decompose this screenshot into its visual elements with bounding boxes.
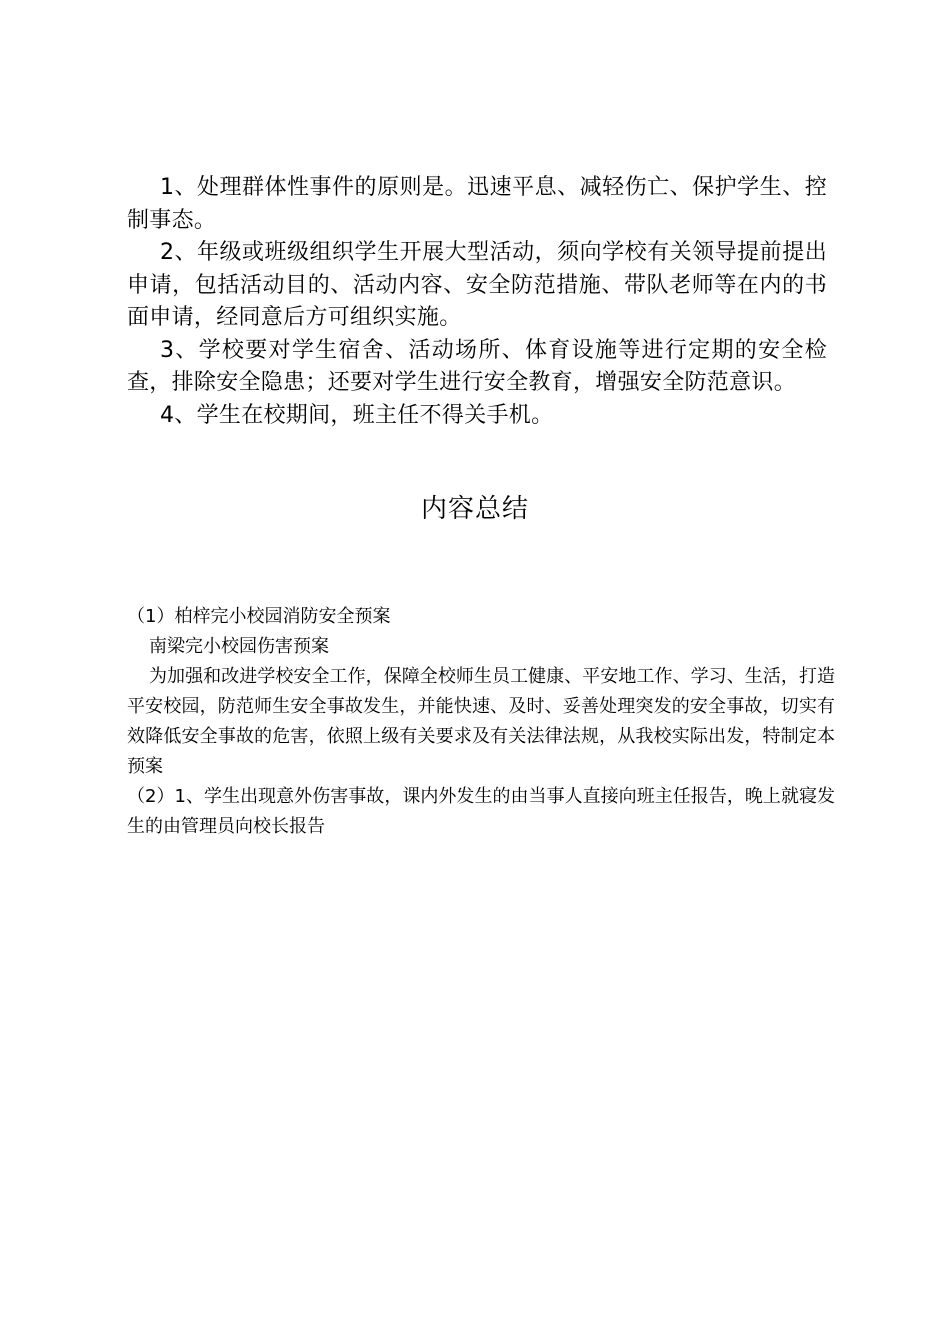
- summary-section: [127, 602, 835, 842]
- rule-paragraph-3: 3、学校要对学生宿舍、活动场所、体育设施等进行定期的安全检查，排除安全隐患；还要对学生进行安全教育，增强安全防范意识。: [127, 337, 827, 395]
- rule-paragraph-4: 4、学生在校期间，班主任不得关手机。: [160, 402, 554, 428]
- summary-item-1-body: 为加强和改进学校安全工作，保障全校师生员工健康、平安地工作、学习、生活，打造平安校园，防范师生安全事故发生，并能快速、及时、妥善处理突发的安全事故，切实有效降低安全事故的危害，依照上级有关要求及有关法律法规，从我校实际出发，特制定本预案: [127, 666, 835, 777]
- rule-paragraph-2: 2、年级或班级组织学生开展大型活动，须向学校有关领导提前提出申请，包括活动目的、活动内容、安全防范措施、带队老师等在内的书面申请，经同意后方可组织实施。: [127, 240, 827, 330]
- summary-item-1-subtitle: 南梁完小校园伤害预案: [149, 636, 329, 657]
- rules-section: [127, 172, 827, 432]
- summary-item-1-title: （1）柏梓完小校园消防安全预案: [127, 606, 391, 627]
- summary-title: 内容总结: [420, 494, 529, 524]
- summary-item-2: （2）1、学生出现意外伤害事故，课内外发生的由当事人直接向班主任报告，晚上就寝发生的由管理员向校长报告: [127, 786, 835, 837]
- rule-paragraph-1: 1、处理群体性事件的原则是。迅速平息、减轻伤亡、保护学生、控制事态。: [127, 175, 827, 233]
